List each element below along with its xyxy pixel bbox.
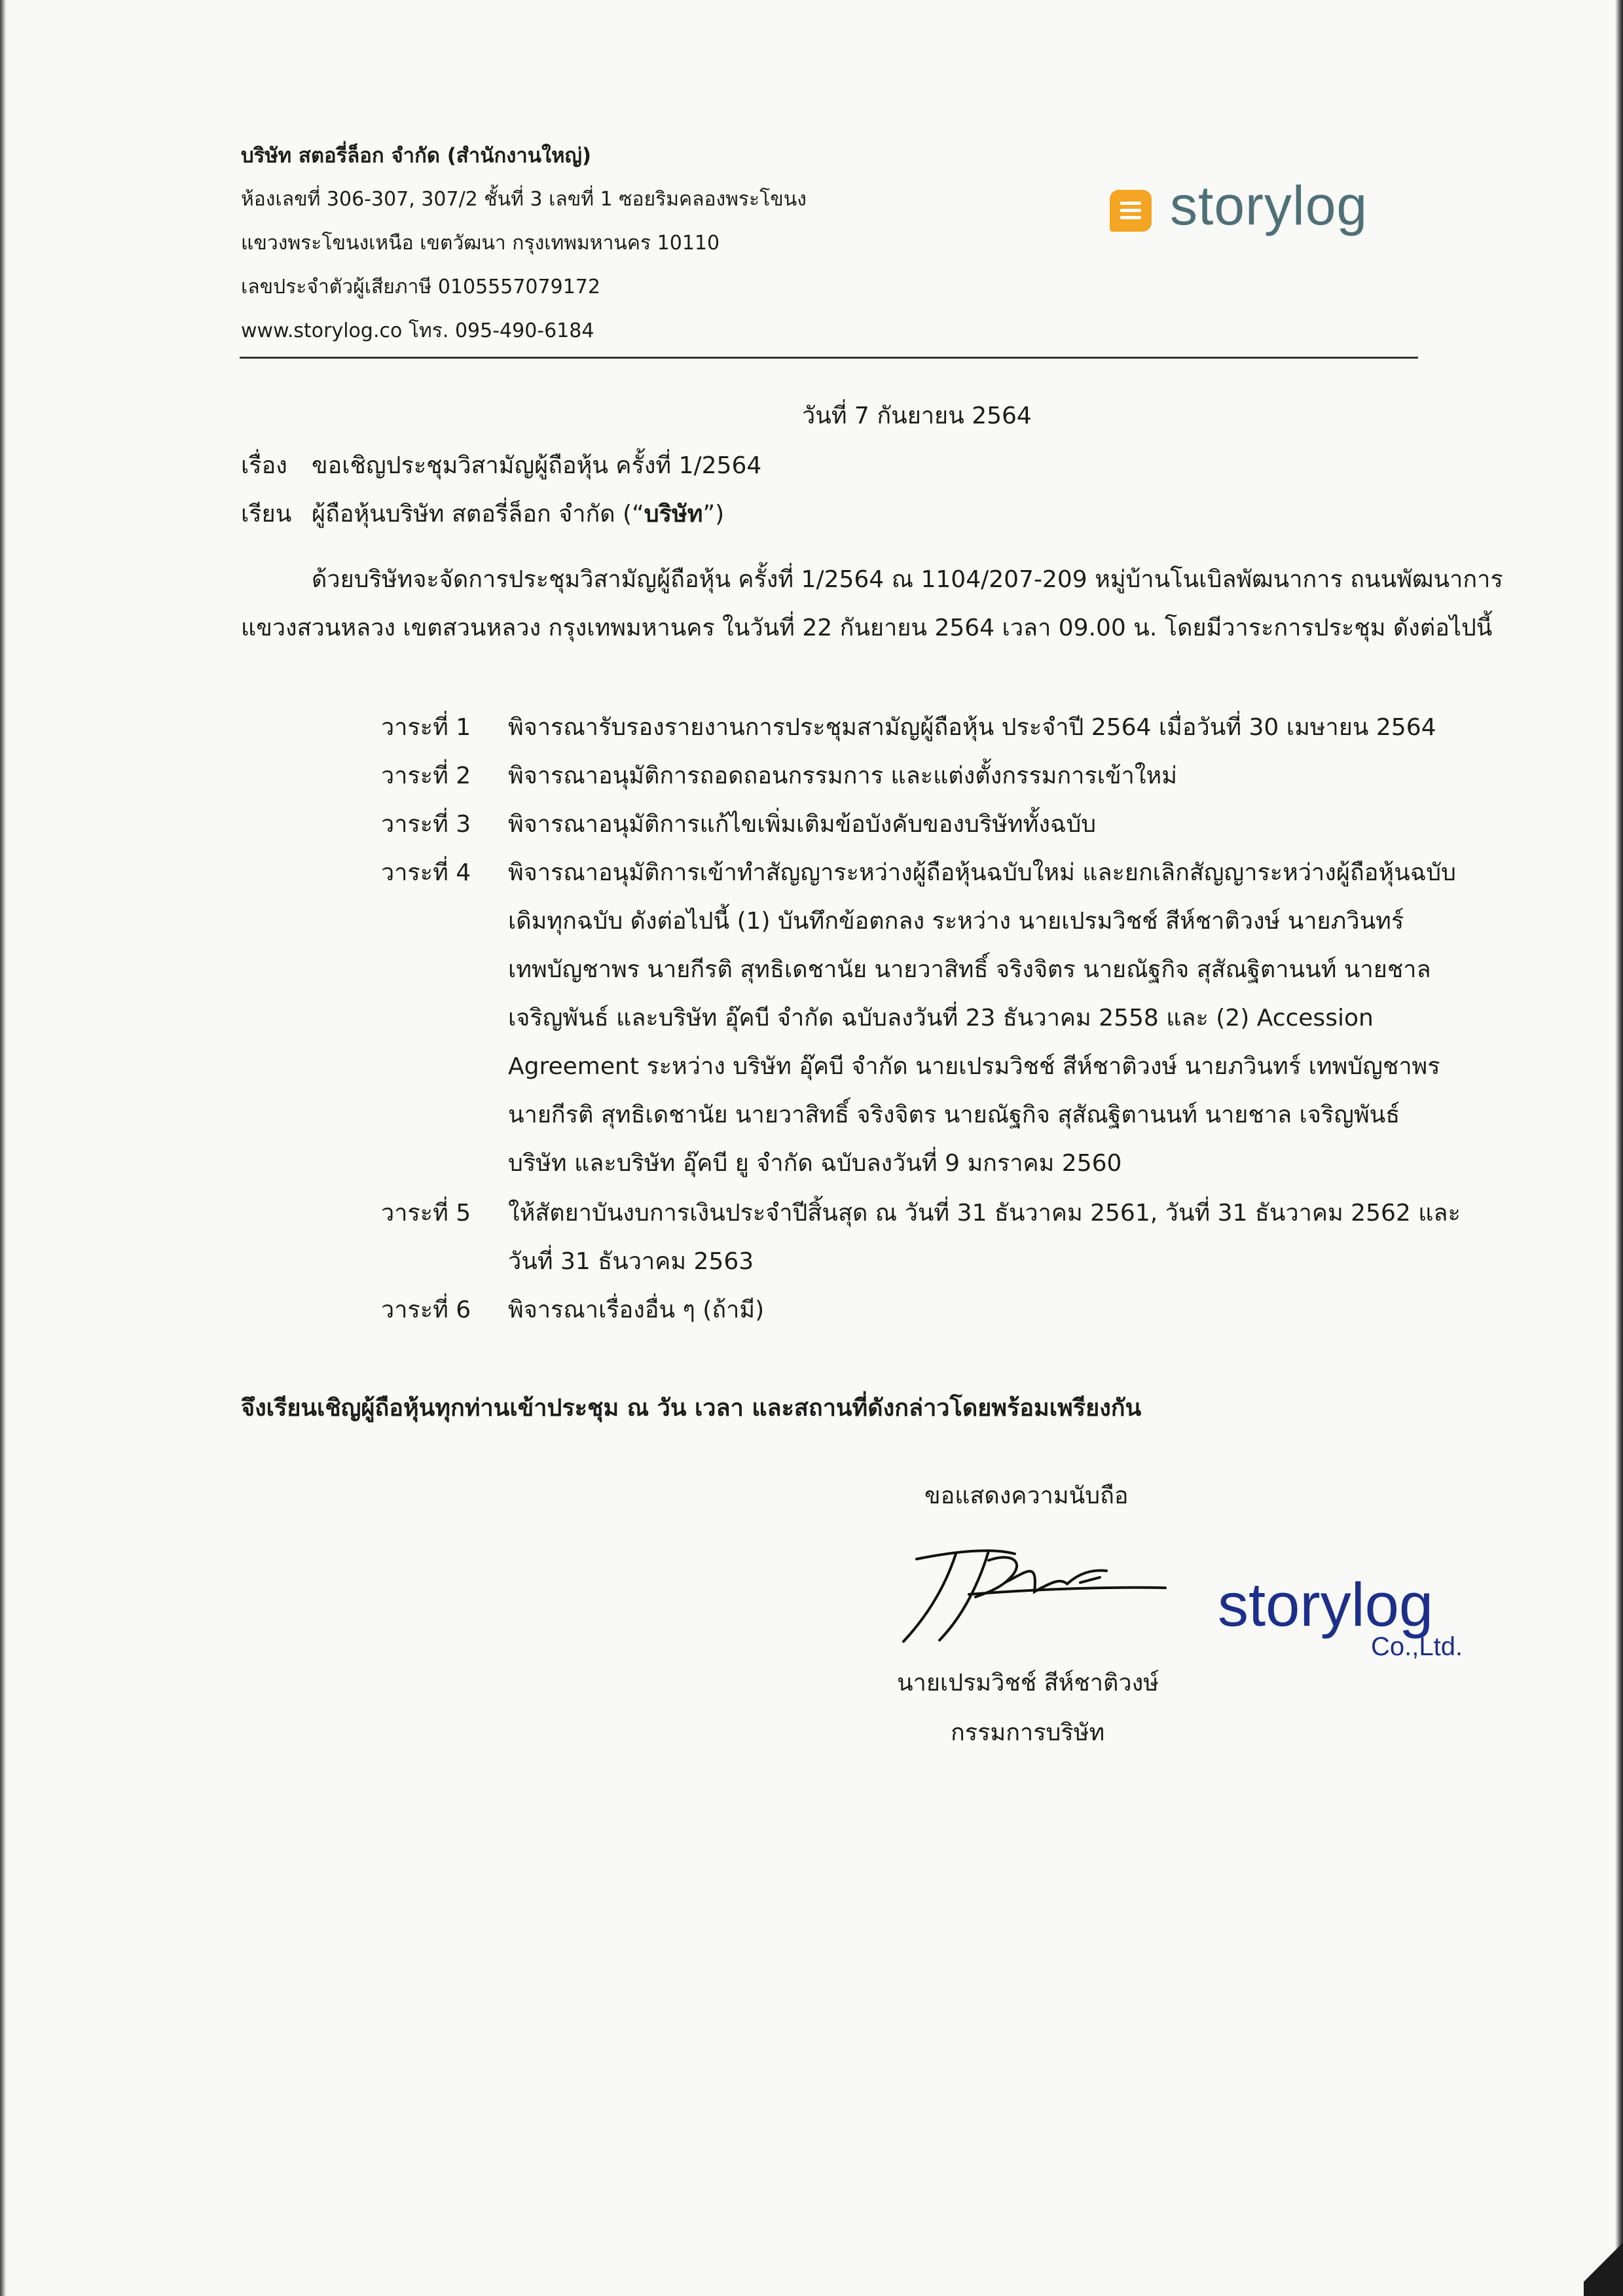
letter-date: วันที่ 7 กันยายน 2564 bbox=[802, 403, 1032, 429]
storylog-logo bbox=[1110, 177, 1424, 242]
agenda-text: พิจารณาอนุมัติการแก้ไขเพิ่มเติมข้อบังคับของบริษัททั้งฉบับ bbox=[508, 811, 1097, 838]
company-address-line1: ห้องเลขที่ 306-307, 307/2 ชั้นที่ 3 เลขที่ 1 ซอยริมคลองพระโขนง bbox=[241, 188, 807, 211]
agenda-text: เจริญพันธ์ และบริษัท อุ๊คบี จำกัด ฉบับลงวันที่ 23 ธันวาคม 2558 และ (2) Accession bbox=[508, 1005, 1374, 1031]
recipient-label: เรียน bbox=[241, 501, 292, 528]
agenda-text: Agreement ระหว่าง บริษัท อุ๊คบี จำกัด นายเปรมวิชช์ สีห์ชาติวงษ์ นายภวินทร์ เทพบัญชาพร bbox=[508, 1053, 1440, 1080]
agenda-label: วาระที่ 2 bbox=[381, 762, 471, 789]
agenda-text: พิจารณารับรองรายงานการประชุมสามัญผู้ถือหุ้น ประจำปี 2564 เมื่อวันที่ 30 เมษายน 2564 bbox=[508, 714, 1436, 741]
signer-title: กรรมการบริษัท bbox=[951, 1719, 1105, 1746]
agenda-label: วาระที่ 3 bbox=[381, 811, 471, 838]
logo-text: storylog bbox=[1170, 175, 1368, 236]
company-address-line2: แขวงพระโขนงเหนือ เขตวัฒนา กรุงเทพมหานคร 10110 bbox=[241, 232, 720, 255]
scan-edge-left bbox=[0, 0, 7, 2296]
agenda-text: วันที่ 31 ธันวาคม 2563 bbox=[508, 1248, 754, 1275]
stamp-name: storylog bbox=[1218, 1570, 1434, 1639]
company-tax-id: เลขประจำตัวผู้เสียภาษี 0105557079172 bbox=[241, 276, 600, 298]
scan-edge-right bbox=[1615, 0, 1623, 2296]
agenda-text: นายกีรติ สุทธิเดชานัย นายวาสิทธิ์ จริงจิตร นายณัฐกิจ สุสัณฐิตานนท์ นายชาล เจริญพันธ์ bbox=[508, 1102, 1400, 1128]
company-web-phone: www.storylog.co โทร. 095-490-6184 bbox=[241, 319, 594, 342]
intro-line: แขวงสวนหลวง เขตสวนหลวง กรุงเทพมหานคร ในวันที่ 22 กันยายน 2564 เวลา 09.00 น. โดยมีวาระการประชุม ดังต่อไปนี้ bbox=[241, 615, 1493, 641]
intro-line: ด้วยบริษัทจะจัดการประชุมวิสามัญผู้ถือหุ้น ครั้งที่ 1/2564 ณ 1104/207-209 หมู่บ้านโนเบิลพัฒนาการ ถนนพัฒนาการ bbox=[312, 566, 1503, 593]
closing-sentence: จึงเรียนเชิญผู้ถือหุ้นทุกท่านเข้าประชุม ณ วัน เวลา และสถานที่ดังกล่าวโดยพร้อมเพรียงกัน bbox=[241, 1395, 1142, 1422]
agenda-text: พิจารณาอนุมัติการเข้าทำสัญญาระหว่างผู้ถือหุ้นฉบับใหม่ และยกเลิกสัญญาระหว่างผู้ถือหุ้นฉบับ bbox=[508, 859, 1456, 886]
agenda-label: วาระที่ 4 bbox=[381, 859, 471, 886]
agenda-text: เดิมทุกฉบับ ดังต่อไปนี้ (1) บันทึกข้อตกลง ระหว่าง นายเปรมวิชช์ สีห์ชาติวงษ์ นายภวินทร์ bbox=[508, 908, 1404, 935]
company-name: บริษัท สตอรี่ล็อก จำกัด (สำนักงานใหญ่) bbox=[241, 144, 592, 168]
agenda-text: บริษัท และบริษัท อุ๊คบี ยู จำกัด ฉบับลงวันที่ 9 มกราคม 2560 bbox=[508, 1150, 1122, 1177]
subject-label: เรื่อง bbox=[241, 452, 287, 479]
signer-name: นายเปรมวิชช์ สีห์ชาติวงษ์ bbox=[897, 1670, 1159, 1696]
stamp-sub: Co.,Ltd. bbox=[1371, 1632, 1463, 1661]
agenda-text: ให้สัตยาบันงบการเงินประจำปีสิ้นสุด ณ วันที่ 31 ธันวาคม 2561, วันที่ 31 ธันวาคม 2562 และ bbox=[508, 1200, 1461, 1227]
agenda-label: วาระที่ 6 bbox=[381, 1297, 471, 1323]
recipient-text: ผู้ถือหุ้นบริษัท สตอรี่ล็อก จำกัด (“บริษัท”) bbox=[312, 501, 725, 528]
company-stamp bbox=[1218, 1570, 1480, 1668]
speech-bubble-icon bbox=[1110, 190, 1152, 232]
agenda-text: พิจารณาอนุมัติการถอดถอนกรรมการ และแต่งตั้งกรรมการเข้าใหม่ bbox=[508, 762, 1177, 789]
handwritten-signature bbox=[864, 1532, 1172, 1643]
letterhead-divider bbox=[240, 357, 1418, 359]
regards-text: ขอแสดงความนับถือ bbox=[924, 1482, 1129, 1509]
agenda-text: เทพบัญชาพร นายกีรติ สุทธิเดชานัย นายวาสิทธิ์ จริงจิตร นายณัฐกิจ สุสัณฐิตานนท์ นายชาล bbox=[508, 956, 1431, 983]
agenda-text: พิจารณาเรื่องอื่น ๆ (ถ้ามี) bbox=[508, 1297, 765, 1323]
agenda-label: วาระที่ 5 bbox=[381, 1200, 471, 1227]
agenda-label: วาระที่ 1 bbox=[381, 714, 471, 741]
scan-corner-shadow bbox=[1584, 2237, 1623, 2296]
subject-text: ขอเชิญประชุมวิสามัญผู้ถือหุ้น ครั้งที่ 1/2564 bbox=[312, 452, 762, 479]
